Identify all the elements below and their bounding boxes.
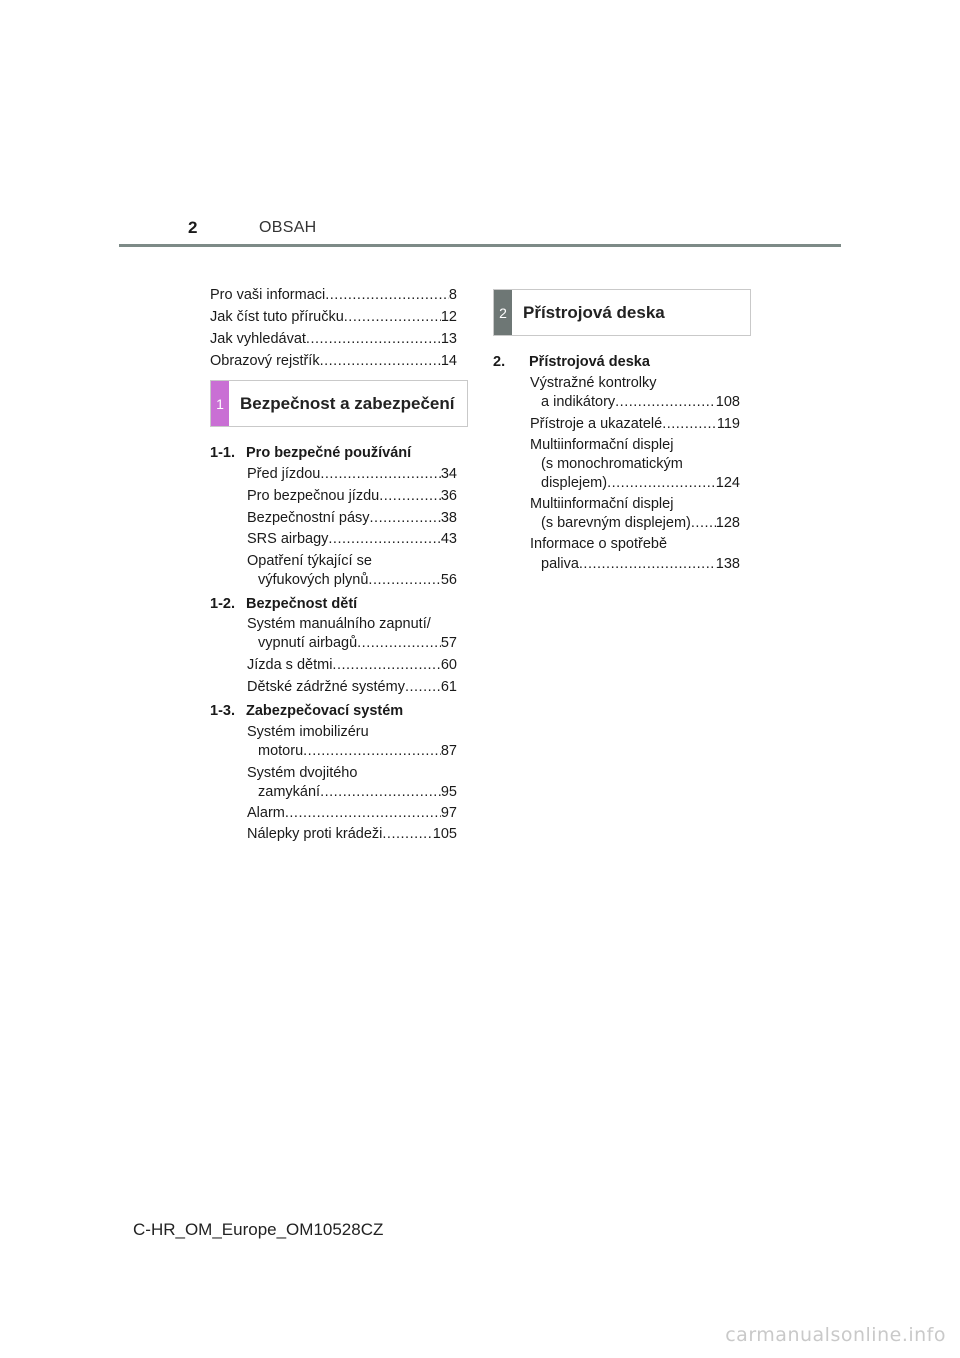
group-heading-2[interactable]: 2. Přístrojová deska [493, 354, 650, 370]
toc-entry[interactable]: vypnutí airbagů ..... 57 [258, 635, 457, 651]
section-2-title: Přístrojová deska [523, 302, 665, 322]
toc-entry-line[interactable]: Multiinformační displej [530, 437, 674, 453]
group-heading-1-3[interactable]: 1-3. Zabezpečovací systém [210, 703, 404, 719]
toc-entry[interactable]: Pro bezpečnou jízdu ..... 36 [247, 488, 457, 504]
toc-entry-line[interactable]: (s monochromatickým [541, 456, 683, 472]
toc-entry[interactable]: Alarm ..... 97 [247, 805, 457, 821]
toc-entry[interactable]: Přístroje a ukazatelé ..... 119 [530, 416, 740, 432]
section-2-header[interactable] [493, 289, 751, 336]
toc-entry[interactable]: displejem) ..... 124 [541, 475, 740, 491]
toc-entry[interactable]: výfukových plynů ..... 56 [258, 572, 457, 588]
toc-entry-intro-4[interactable]: Obrazový rejstřík ..... 14 [210, 353, 457, 369]
toc-entry-line[interactable]: Systém manuálního zapnutí/ [247, 616, 431, 632]
toc-entry[interactable]: Před jízdou ..... 34 [247, 466, 457, 482]
group-heading-1-2[interactable]: 1-2. Bezpečnost dětí [210, 596, 358, 612]
toc-entry[interactable]: a indikátory ..... 108 [541, 394, 740, 410]
group-heading-1-1[interactable]: 1-1. Pro bezpečné používání [210, 445, 412, 461]
toc-entry[interactable]: SRS airbagy ..... 43 [247, 531, 457, 547]
toc-entry-intro-2[interactable]: Jak číst tuto příručku ..... 12 [210, 309, 457, 325]
toc-entry[interactable]: zamykání ..... 95 [258, 784, 457, 800]
toc-entry[interactable]: Dětské zádržné systémy ..... 61 [247, 679, 457, 695]
toc-entry-line[interactable]: Opatření týkající se [247, 553, 372, 569]
document-id: C-HR_OM_Europe_OM10528CZ [133, 1220, 384, 1239]
section-2-tab: 2 [494, 290, 512, 335]
toc-entry-intro-3[interactable]: Jak vyhledávat ..... 13 [210, 331, 457, 347]
toc-entry-line[interactable]: Výstražné kontrolky [530, 375, 657, 391]
toc-entry[interactable]: Jízda s dětmi ..... 60 [247, 657, 457, 673]
page-number: 2 [188, 218, 198, 237]
toc-entry-line[interactable]: Systém imobilizéru [247, 724, 369, 740]
watermark[interactable]: carmanualsonline.info [725, 1324, 946, 1346]
toc-entry-line[interactable]: Informace o spotřebě [530, 536, 668, 552]
header-rule [119, 244, 841, 247]
toc-entry[interactable]: paliva ..... 138 [541, 556, 740, 572]
page-title: OBSAH [259, 219, 317, 236]
toc-entry[interactable]: motoru ..... 87 [258, 743, 457, 759]
toc-entry-intro-1[interactable]: Pro vaši informaci ..... 8 [210, 287, 457, 303]
section-1-header[interactable] [210, 380, 468, 427]
section-1-title: Bezpečnost a zabezpečení [240, 393, 455, 413]
toc-entry-line[interactable]: Multiinformační displej [530, 496, 674, 512]
toc-entry[interactable]: Bezpečnostní pásy ..... 38 [247, 510, 457, 526]
toc-entry[interactable]: (s barevným displejem) ..... 128 [541, 515, 740, 531]
section-1-tab: 1 [211, 381, 229, 426]
toc-entry-line[interactable]: Systém dvojitého [247, 765, 358, 781]
toc-entry[interactable]: Nálepky proti krádeži ..... 105 [247, 826, 457, 842]
